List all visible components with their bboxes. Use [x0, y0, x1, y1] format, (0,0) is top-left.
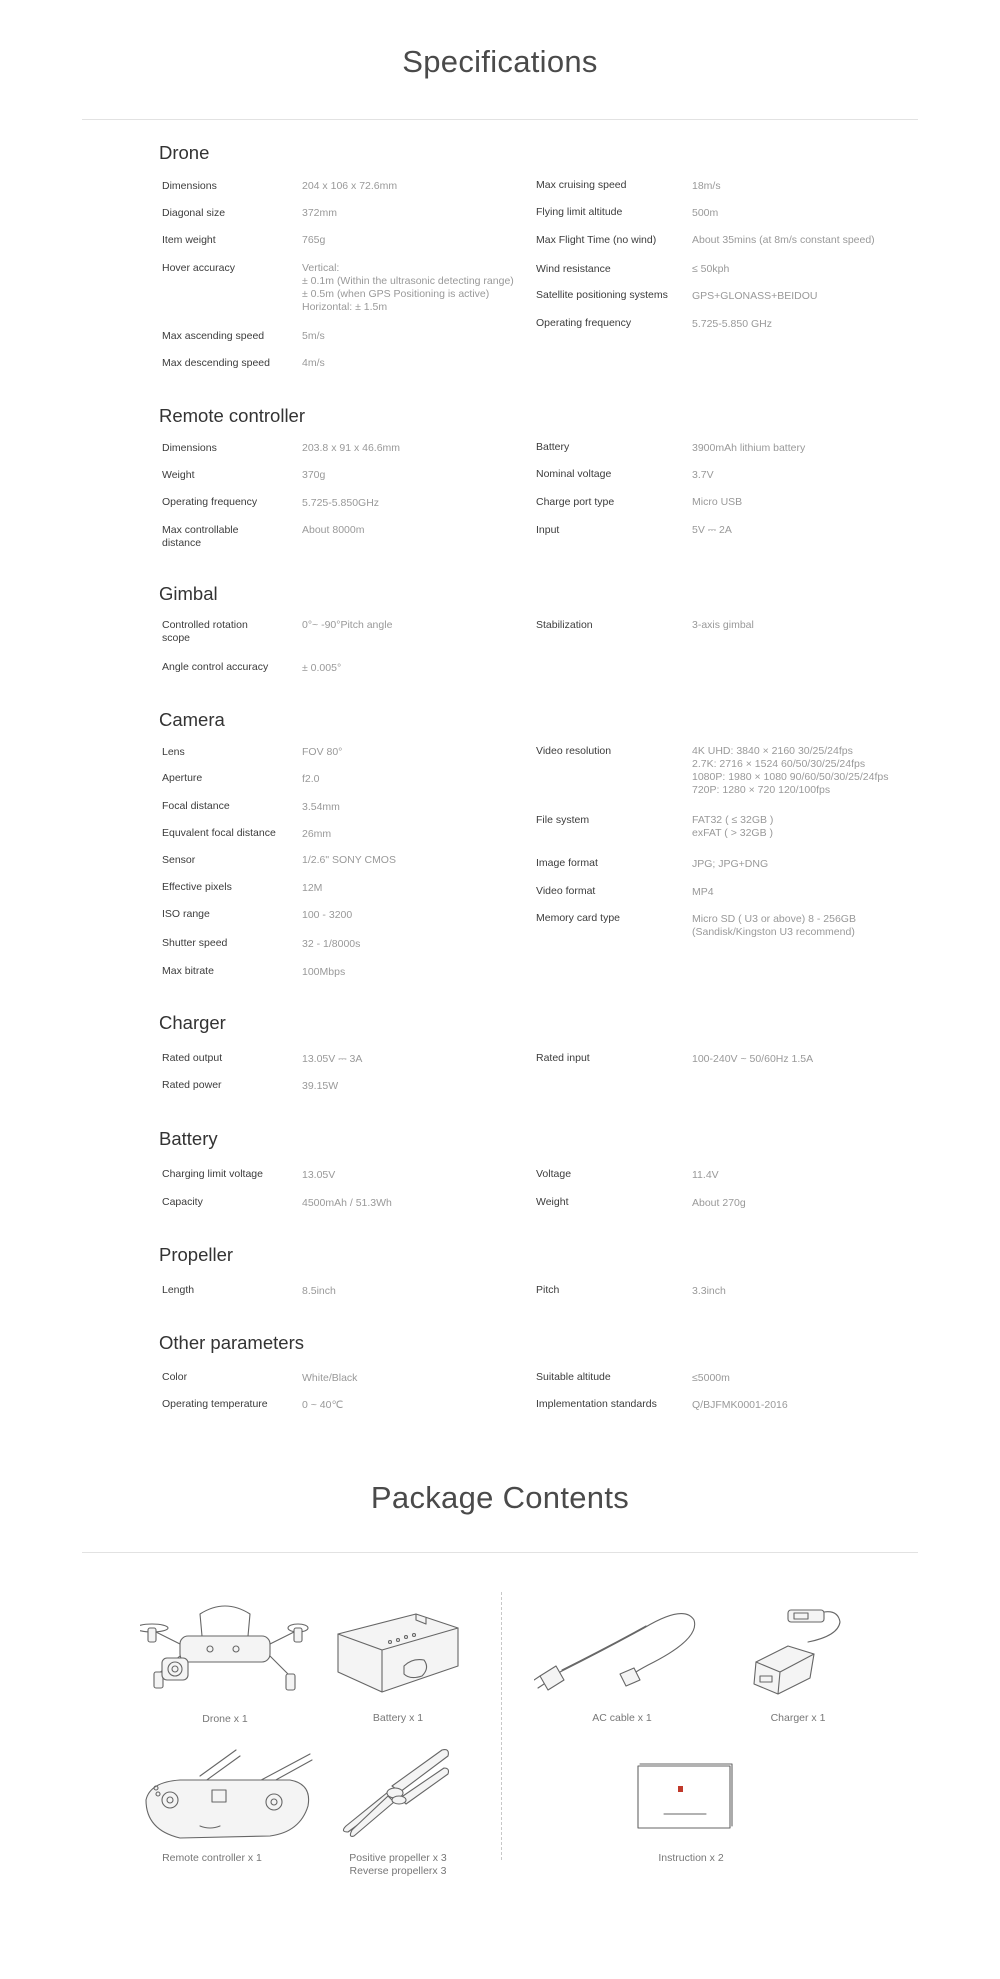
- spec-label: File system: [536, 814, 590, 826]
- spec-label: Stabilization: [536, 619, 593, 631]
- spec-label: Focal distance: [162, 800, 230, 812]
- spec-value: 13.05V ⎓ 3A: [302, 1053, 363, 1065]
- package-item-charger: [748, 1608, 848, 1703]
- brand-logo-icon: [678, 1786, 683, 1792]
- spec-label: Satellite positioning systems: [536, 289, 668, 301]
- section-heading-gimbal: Gimbal: [159, 583, 218, 604]
- ac-cable-icon: [534, 1610, 704, 1695]
- spec-label: Sensor: [162, 854, 196, 866]
- spec-label: Equvalent focal distance: [162, 827, 276, 839]
- spec-label: Rated output: [162, 1052, 223, 1064]
- spec-label: Rated power: [162, 1079, 222, 1091]
- spec-value: 204 x 106 x 72.6mm: [302, 180, 398, 192]
- spec-value: 370g: [302, 469, 326, 481]
- spec-label: Wind resistance: [536, 263, 611, 275]
- package-caption: AC cable x 1: [592, 1712, 652, 1724]
- spec-value: MP4: [692, 886, 714, 898]
- battery-icon: [330, 1608, 465, 1696]
- spec-value: 13.05V: [302, 1169, 336, 1181]
- section-heading-camera: Camera: [159, 709, 225, 730]
- spec-value: JPG; JPG+DNG: [692, 858, 769, 870]
- spec-value: 8.5inch: [302, 1285, 336, 1297]
- spec-value: About 270g: [692, 1197, 746, 1209]
- section-heading-battery: Battery: [159, 1128, 218, 1149]
- package-item-battery: [330, 1608, 465, 1701]
- spec-label: Operating frequency: [536, 317, 632, 329]
- package-contents-title: Package Contents: [370, 1480, 630, 1515]
- spec-value: 100 - 3200: [302, 909, 353, 921]
- spec-value: ± 0.005°: [302, 662, 342, 674]
- package-caption: Instruction x 2: [658, 1852, 724, 1864]
- spec-value: Vertical: ± 0.1m (Within the ultrasonic detecting range) ± 0.5m (when GPS Positioning is active) Horizontal: ± 1.5m: [302, 262, 514, 313]
- package-caption: Positive propeller x 3 Reverse propellerx 3: [349, 1852, 447, 1877]
- section-heading-drone: Drone: [159, 142, 210, 163]
- spec-value: 5.725-5.850 GHz: [692, 318, 772, 330]
- spec-label: Charging limit voltage: [162, 1168, 263, 1180]
- spec-label: Input: [536, 524, 560, 536]
- spec-value: 500m: [692, 207, 719, 219]
- spec-value: f2.0: [302, 773, 320, 785]
- spec-value: 5m/s: [302, 330, 325, 342]
- spec-label: Hover accuracy: [162, 262, 235, 274]
- spec-label: Max Flight Time (no wind): [536, 234, 657, 246]
- spec-value: 3900mAh lithium battery: [692, 442, 806, 454]
- spec-value: White/Black: [302, 1372, 358, 1384]
- package-item-ac-cable: [534, 1610, 704, 1700]
- spec-label: Flying limit altitude: [536, 206, 623, 218]
- spec-value: 4500mAh / 51.3Wh: [302, 1197, 392, 1209]
- spec-value: ≤ 50kph: [692, 263, 730, 275]
- spec-label: Max ascending speed: [162, 330, 265, 342]
- spec-label: Rated input: [536, 1052, 590, 1064]
- spec-value: 765g: [302, 234, 326, 246]
- spec-value: 100-240V ~ 50/60Hz 1.5A: [692, 1053, 814, 1065]
- package-item-propeller: [338, 1746, 453, 1843]
- instruction-icon: [636, 1762, 736, 1834]
- remote-controller-icon: [140, 1746, 315, 1846]
- drone-icon: [140, 1594, 310, 1704]
- spec-value: 26mm: [302, 828, 332, 840]
- spec-value: 1/2.6" SONY CMOS: [302, 854, 396, 866]
- spec-value: ≤5000m: [692, 1372, 730, 1384]
- spec-label: Weight: [536, 1196, 569, 1208]
- spec-label: Angle control accuracy: [162, 661, 269, 673]
- spec-value: 0°~ -90°Pitch angle: [302, 619, 393, 631]
- spec-value: 18m/s: [692, 180, 721, 192]
- propeller-icon: [338, 1746, 453, 1838]
- package-column-divider: [501, 1592, 502, 1860]
- spec-label: Operating frequency: [162, 496, 258, 508]
- spec-value: 5V ⎓ 2A: [692, 524, 732, 536]
- spec-value: About 35mins (at 8m/s constant speed): [692, 234, 875, 246]
- package-item-drone: [140, 1594, 310, 1709]
- spec-label: Pitch: [536, 1284, 560, 1296]
- package-caption: Drone x 1: [202, 1713, 248, 1725]
- spec-value: 3-axis gimbal: [692, 619, 754, 631]
- spec-label: Effective pixels: [162, 881, 232, 893]
- spec-label: ISO range: [162, 908, 210, 920]
- spec-label: Implementation standards: [536, 1398, 657, 1410]
- spec-label: Diagonal size: [162, 207, 226, 219]
- spec-label: Dimensions: [162, 180, 217, 192]
- charger-icon: [748, 1608, 848, 1698]
- spec-value: 4K UHD: 3840 × 2160 30/25/24fps 2.7K: 2716 × 1524 60/50/30/25/24fps 1080P: 1980 × 1080 90/60/50/30/25/24fps 720P: 1280 × 720 120/100fps: [692, 745, 889, 796]
- spec-value: 4m/s: [302, 357, 325, 369]
- spec-label: Lens: [162, 746, 185, 758]
- spec-value: 203.8 x 91 x 46.6mm: [302, 442, 401, 454]
- spec-value: 32 - 1/8000s: [302, 938, 361, 950]
- spec-label: Charge port type: [536, 496, 615, 508]
- spec-value: Q/BJFMK0001-2016: [692, 1399, 788, 1411]
- spec-label: Shutter speed: [162, 937, 228, 949]
- spec-value: 0 ~ 40℃: [302, 1399, 344, 1411]
- spec-label: Video resolution: [536, 745, 612, 757]
- spec-value: FOV 80°: [302, 746, 343, 758]
- spec-value: About 8000m: [302, 524, 365, 536]
- spec-label: Suitable altitude: [536, 1371, 611, 1383]
- spec-value: Micro USB: [692, 496, 743, 508]
- spec-label: Aperture: [162, 772, 203, 784]
- spec-value: 100Mbps: [302, 966, 346, 978]
- spec-label: Max bitrate: [162, 965, 214, 977]
- section-heading-remote-controller: Remote controller: [159, 405, 306, 426]
- spec-value: 12M: [302, 882, 323, 894]
- section-heading-other-parameters: Other parameters: [159, 1332, 304, 1353]
- package-caption: Charger x 1: [770, 1712, 826, 1724]
- spec-value: 39.15W: [302, 1080, 339, 1092]
- spec-value: 11.4V: [692, 1169, 719, 1181]
- spec-label: Voltage: [536, 1168, 572, 1180]
- spec-label: Weight: [162, 469, 195, 481]
- spec-value: Micro SD ( U3 or above) 8 - 256GB (Sandisk/Kingston U3 recommend): [692, 913, 856, 938]
- package-caption: Battery x 1: [372, 1712, 424, 1724]
- spec-label: Color: [162, 1371, 188, 1383]
- spec-value: 3.54mm: [302, 801, 340, 813]
- spec-label: Item weight: [162, 234, 216, 246]
- spec-value: 372mm: [302, 207, 338, 219]
- spec-label: Battery: [536, 441, 570, 453]
- title-divider: [82, 119, 918, 120]
- spec-value: 3.7V: [692, 469, 714, 481]
- spec-label: Video format: [536, 885, 596, 897]
- spec-label: Max cruising speed: [536, 179, 627, 191]
- package-divider: [82, 1552, 918, 1553]
- spec-label: Memory card type: [536, 912, 621, 924]
- spec-label: Dimensions: [162, 442, 217, 454]
- spec-value: 3.3inch: [692, 1285, 726, 1297]
- specifications-title: Specifications: [402, 44, 598, 79]
- spec-value: 5.725-5.850GHz: [302, 497, 380, 509]
- package-caption: Remote controller x 1: [162, 1852, 262, 1864]
- spec-label: Max controllable distance: [162, 524, 239, 549]
- spec-label: Max descending speed: [162, 357, 270, 369]
- spec-label: Nominal voltage: [536, 468, 612, 480]
- spec-value: GPS+GLONASS+BEIDOU: [692, 290, 818, 302]
- spec-label: Controlled rotation scope: [162, 619, 248, 644]
- package-item-remote-controller: [140, 1746, 315, 1851]
- section-heading-propeller: Propeller: [159, 1244, 234, 1265]
- spec-label: Image format: [536, 857, 598, 869]
- spec-label: Operating temperature: [162, 1398, 268, 1410]
- spec-label: Capacity: [162, 1196, 203, 1208]
- spec-label: Length: [162, 1284, 195, 1296]
- spec-value: FAT32 ( ≤ 32GB ) exFAT ( > 32GB ): [692, 814, 774, 839]
- package-item-instruction: [636, 1762, 736, 1839]
- section-heading-charger: Charger: [159, 1012, 226, 1033]
